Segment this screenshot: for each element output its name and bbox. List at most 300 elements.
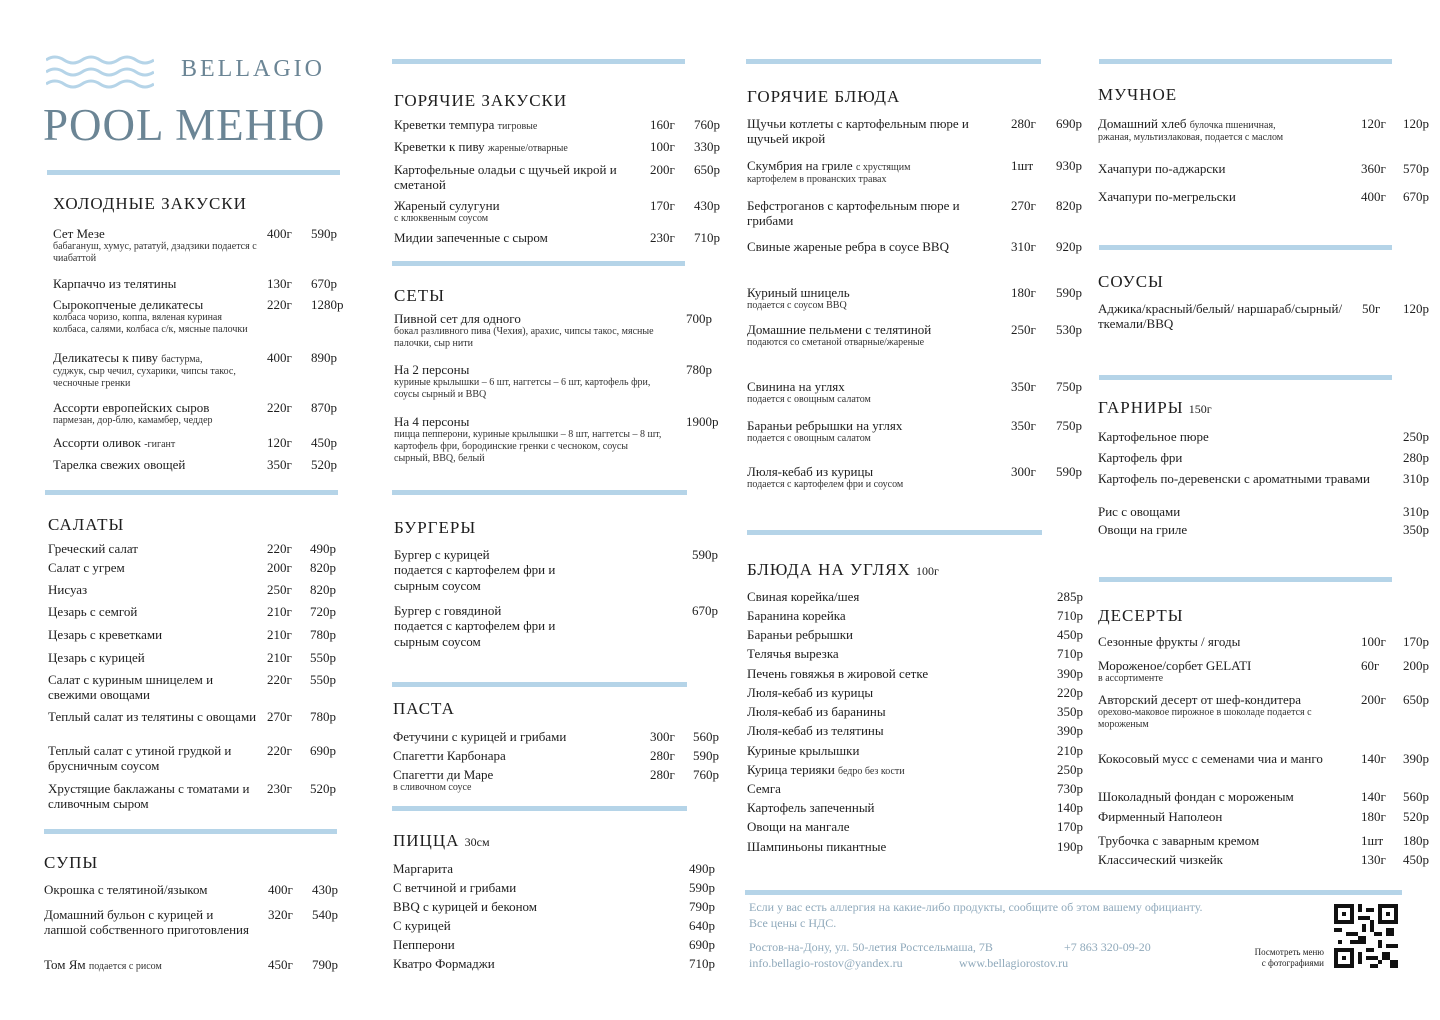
menu-item-price: 760р <box>694 117 720 132</box>
menu-item-weight: 220г <box>267 541 292 556</box>
menu-item-text <box>1098 189 1351 204</box>
menu-item-text <box>1098 833 1351 848</box>
menu-item-price: 890р <box>311 350 337 365</box>
menu-item-price: 550р <box>310 650 336 665</box>
menu-item-text <box>1098 471 1383 486</box>
menu-item <box>53 276 351 291</box>
menu-item-text <box>393 880 669 895</box>
menu-item <box>394 547 732 594</box>
menu-item-weight: 280г <box>650 767 675 782</box>
menu-item-price: 390р <box>1057 723 1083 738</box>
hot-dishes-divider <box>746 59 1041 64</box>
menu-item-note-inline: тигровые <box>497 121 538 132</box>
menu-item <box>394 162 734 192</box>
menu-item <box>747 589 1097 604</box>
menu-item-weight: 400г <box>268 882 293 897</box>
menu-item-text <box>394 198 640 225</box>
menu-item <box>1098 189 1440 204</box>
menu-item-name: Люля-кебаб из баранины <box>747 704 886 719</box>
menu-item <box>747 743 1097 758</box>
menu-item-name: Свинина на углях <box>747 379 845 394</box>
menu-item-weight: 280г <box>650 748 675 763</box>
menu-item-name: Греческий салат <box>48 541 138 556</box>
menu-item-weight: 180г <box>1011 285 1036 300</box>
menu-item-name: Картофельное пюре <box>1098 429 1209 444</box>
qr-code-icon[interactable] <box>1334 904 1398 968</box>
menu-item-name: Том Ям <box>44 957 86 972</box>
menu-item-text <box>1098 658 1351 685</box>
menu-item-text <box>394 139 640 155</box>
menu-item-text <box>48 627 257 642</box>
menu-item-name: Сезонные фрукты / ягоды <box>1098 634 1241 649</box>
menu-item <box>747 819 1097 834</box>
menu-item-price: 210р <box>1057 743 1083 758</box>
menu-item-weight: 140г <box>1361 751 1386 766</box>
menu-item-weight: 220г <box>267 743 292 758</box>
menu-item <box>747 723 1097 738</box>
menu-item-price: 820р <box>1056 198 1082 213</box>
qr-caption <box>1232 947 1324 969</box>
menu-item-weight: 170г <box>650 198 675 213</box>
menu-item-name: BBQ с курицей и беконом <box>393 899 538 914</box>
menu-item <box>394 139 734 155</box>
menu-item <box>53 435 351 451</box>
menu-item-text <box>747 158 1001 186</box>
menu-item <box>48 650 350 665</box>
menu-item-price: 870р <box>311 400 337 415</box>
menu-item-text <box>48 709 257 724</box>
menu-item-name: Маргарита <box>393 861 453 876</box>
menu-item <box>393 861 729 876</box>
menu-item-name: Мидии запеченные с сыром <box>394 230 548 245</box>
website-link[interactable]: www.bellagiorostov.ru <box>959 956 1069 970</box>
menu-item <box>393 937 729 952</box>
menu-item-price: 285р <box>1057 589 1083 604</box>
menu-item-note: куриные крылышки – 6 шт, наггетсы – 6 шт, картофель фри, соусы сырный и BBQ <box>394 377 651 400</box>
menu-item-weight: 1шт <box>1361 833 1384 848</box>
soups-title <box>44 854 98 871</box>
menu-item <box>747 285 1096 312</box>
menu-item-name: Классический чизкейк <box>1098 852 1223 867</box>
menu-item-name: Салат с угрем <box>48 560 125 575</box>
menu-item-name: Шоколадный фондан с мороженым <box>1098 789 1294 804</box>
menu-item-name: Бургер с говядиной <box>394 603 502 618</box>
section-title-text: ГОРЯЧИЕ ЗАКУСКИ <box>394 91 568 110</box>
pasta-title <box>393 700 455 717</box>
menu-item-name: Кватро Формаджи <box>393 956 495 971</box>
menu-item <box>747 627 1097 642</box>
menu-item-weight: 230г <box>650 230 675 245</box>
menu-item-text <box>747 322 1001 349</box>
menu-item-price: 530р <box>1056 322 1082 337</box>
menu-item-price: 350р <box>1403 522 1429 537</box>
sauces-title <box>1098 273 1164 290</box>
menu-item-weight: 230г <box>267 781 292 796</box>
menu-item <box>393 956 729 971</box>
menu-item-note: суджук, сыр чечил, сухарики, чипсы такос, чесночные гренки <box>53 366 236 389</box>
menu-item <box>48 560 350 575</box>
menu-item-name: Домашний хлеб <box>1098 116 1187 131</box>
menu-item-price: 170р <box>1403 634 1429 649</box>
brand-name: BELLAGIO <box>181 56 325 82</box>
menu-item-price: 710р <box>1057 646 1083 661</box>
menu-item <box>53 400 351 427</box>
menu-item <box>747 198 1096 228</box>
menu-item-name: Щучьи котлеты с картофельным пюре и щучьей икрой <box>747 116 969 146</box>
menu-item-price: 650р <box>694 162 720 177</box>
menu-item-price: 670р <box>1403 189 1429 204</box>
menu-item-note: бабагануш, хумус, рататуй, дзадзики подается с чиабаттой <box>53 241 257 264</box>
menu-item-text <box>394 547 672 594</box>
menu-item-note: подается с овощным салатом <box>747 433 871 444</box>
menu-item-price: 570р <box>1403 161 1429 176</box>
menu-item-weight: 300г <box>650 729 675 744</box>
menu-item-text <box>53 457 257 472</box>
menu-item-note: подается с соусом BBQ <box>747 300 847 311</box>
menu-item-name: Печень говяжья в жировой сетке <box>747 666 929 681</box>
menu-item-name: Пепперони <box>393 937 455 952</box>
menu-item-name: Ассорти оливок <box>53 435 141 450</box>
menu-item-weight: 310г <box>1011 239 1036 254</box>
menu-item-price: 310р <box>1403 471 1429 486</box>
footer-divider <box>745 890 1402 895</box>
menu-item <box>747 418 1096 445</box>
section-subtitle: 30см <box>464 835 490 849</box>
menu-item-note: ржаная, мультизлаковая, подается с маслом <box>1098 132 1284 143</box>
menu-item-price: 250р <box>1057 762 1083 777</box>
menu-item-text <box>1098 751 1351 766</box>
menu-item-weight: 450г <box>268 957 293 972</box>
menu-item-note: в сливочном соусе <box>393 782 472 793</box>
menu-item-text <box>747 685 1037 700</box>
menu-item-name: Бургер с курицей <box>394 547 490 562</box>
menu-item-name: Скумбрия на гриле <box>747 158 853 173</box>
phone: +7 863 320-09-20 <box>1064 940 1151 954</box>
sides-divider <box>1099 375 1392 380</box>
sets-divider <box>392 261 685 266</box>
menu-item-weight: 100г <box>1361 634 1386 649</box>
menu-item-weight: 210г <box>267 627 292 642</box>
menu-item <box>48 582 350 597</box>
menu-item-text <box>747 418 1001 445</box>
menu-item-price: 560р <box>1403 789 1429 804</box>
menu-item-name: Тарелка свежих овощей <box>53 457 186 472</box>
menu-item-note-inline: бедро без кости <box>838 766 905 777</box>
menu-item-price: 650р <box>1403 692 1429 707</box>
menu-item <box>747 239 1096 254</box>
section-title-text: БУРГЕРЫ <box>394 518 477 537</box>
menu-item <box>1098 116 1440 144</box>
menu-item-text <box>747 819 1037 834</box>
menu-item-text <box>394 230 640 245</box>
menu-item <box>394 362 726 401</box>
menu-item-text <box>747 608 1037 623</box>
menu-item-text <box>747 198 1001 228</box>
menu-item-name: Карпаччо из телятины <box>53 276 177 291</box>
menu-item-price: 590р <box>1056 464 1082 479</box>
menu-item-text <box>394 362 666 401</box>
menu-item-name: Спагетти ди Маре <box>393 767 494 782</box>
menu-item <box>44 882 352 897</box>
menu-item-price: 640р <box>689 918 715 933</box>
menu-item-name: Бараньи ребрышки <box>747 627 853 642</box>
menu-item-name: Теплый салат из телятины с овощами <box>48 709 257 724</box>
pasta-divider <box>392 682 687 687</box>
menu-item-text <box>394 414 666 465</box>
menu-item <box>394 230 734 245</box>
menu-item-price: 780р <box>310 627 336 642</box>
menu-item-text <box>48 604 257 619</box>
section-title-text: ГАРНИРЫ <box>1098 398 1184 417</box>
hot-snacks-divider <box>392 59 685 64</box>
menu-item-price: 330р <box>694 139 720 154</box>
menu-item-name: Аджика/красный/белый/ наршараб/сырный/ткемали/BBQ <box>1098 301 1343 331</box>
menu-item-text <box>747 627 1037 642</box>
menu-item-text <box>53 276 257 291</box>
menu-item-name: Картофель по-деревенски с ароматными травами <box>1098 471 1370 486</box>
menu-item-price: 590р <box>689 880 715 895</box>
menu-item <box>393 748 733 763</box>
menu-item <box>53 350 351 390</box>
menu-item-note: пармезан, дор-блю, камамбер, чеддер <box>53 415 213 426</box>
menu-item <box>747 379 1096 406</box>
menu-item-name: Салат с куриным шницелем и свежими овощами <box>48 672 214 702</box>
menu-item-price: 750р <box>1056 418 1082 433</box>
menu-item-text <box>53 226 257 265</box>
menu-item-name: Картофель фри <box>1098 450 1183 465</box>
menu-item-weight: 180г <box>1361 809 1386 824</box>
menu-item-name: Овощи на мангале <box>747 819 850 834</box>
menu-item-name: Трубочка с заварным кремом <box>1098 833 1260 848</box>
menu-item-text <box>747 762 1037 778</box>
soups-divider <box>44 829 337 834</box>
menu-item-price: 490р <box>310 541 336 556</box>
menu-item-price: 590р <box>693 748 719 763</box>
menu-item <box>1098 852 1440 867</box>
hot-snacks-title <box>394 92 567 109</box>
menu-item-text <box>394 603 672 650</box>
menu-item-price: 1280р <box>311 297 344 312</box>
menu-item-text <box>48 541 257 556</box>
menu-item-name: Цезарь с креветками <box>48 627 163 642</box>
menu-item-text <box>1098 692 1351 731</box>
menu-item-name: Жареный сулугуни <box>394 198 500 213</box>
menu-item <box>747 666 1097 681</box>
menu-item-weight: 350г <box>1011 418 1036 433</box>
menu-item <box>1098 809 1440 824</box>
menu-item-price: 760р <box>693 767 719 782</box>
menu-item-name: Авторский десерт от шеф-кондитера <box>1098 692 1301 707</box>
menu-item <box>394 117 734 133</box>
menu-item-weight: 120г <box>267 435 292 450</box>
salads-title <box>48 516 124 533</box>
menu-item-price: 690р <box>689 937 715 952</box>
section-title-text: СЕТЫ <box>394 286 445 305</box>
menu-item-text <box>394 117 640 133</box>
menu-item-name: Бараньи ребрышки на углях <box>747 418 903 433</box>
menu-item <box>48 709 350 724</box>
menu-item-text <box>747 646 1037 661</box>
menu-item-price: 390р <box>1057 666 1083 681</box>
menu-item-name: Люля-кебаб из курицы <box>747 685 874 700</box>
menu-item-weight: 140г <box>1361 789 1386 804</box>
menu-item-text <box>1098 522 1383 537</box>
menu-item-name: Куриные крылышки <box>747 743 860 758</box>
menu-item-price: 710р <box>694 230 720 245</box>
menu-item <box>44 957 352 973</box>
menu-item-name: Цезарь с курицей <box>48 650 145 665</box>
menu-item-text <box>1098 450 1383 465</box>
desserts-divider <box>1099 577 1392 582</box>
menu-item <box>1098 504 1440 519</box>
menu-item-name: Свиные жареные ребра в соусе BBQ <box>747 239 949 254</box>
grill-divider <box>747 530 1042 535</box>
menu-item-weight: 280г <box>1011 116 1036 131</box>
menu-item-text <box>747 239 1001 254</box>
menu-item-name: Креветки к пиву <box>394 139 485 154</box>
menu-item-name: Хрустящие баклажаны с томатами и сливочным сыром <box>48 781 250 811</box>
section-title-text: САЛАТЫ <box>48 515 125 534</box>
menu-item-name: Кокосовый мусс с семенами чиа и манго <box>1098 751 1323 766</box>
menu-item-name: Бефстроганов с картофельным пюре и грибами <box>747 198 960 228</box>
menu-item-weight: 300г <box>1011 464 1036 479</box>
menu-item-text <box>747 589 1037 604</box>
menu-item-weight: 250г <box>267 582 292 597</box>
bakery-divider <box>1099 59 1392 64</box>
menu-item-weight: 160г <box>650 117 675 132</box>
menu-item-price: 730р <box>1057 781 1083 796</box>
menu-item-description: подается с картофелем фри и сырным соусом <box>394 562 556 593</box>
menu-item-text <box>1098 429 1383 444</box>
menu-item-text <box>1098 116 1351 144</box>
menu-item-note: орехово-маковое пирожное в шоколаде подается с мороженым <box>1098 707 1312 730</box>
menu-item-name: Теплый салат с утиной грудкой и брусничным соусом <box>48 743 232 773</box>
menu-item-name: Пивной сет для одного <box>394 311 521 326</box>
salads-divider <box>45 490 338 495</box>
menu-item-name: Курица терияки <box>747 762 835 777</box>
menu-item-note: подается с картофелем фри и соусом <box>747 479 904 490</box>
menu-item-text <box>1098 301 1352 331</box>
menu-item-price: 140р <box>1057 800 1083 815</box>
menu-item-price: 710р <box>689 956 715 971</box>
menu-item-weight: 1шт <box>1011 158 1034 173</box>
menu-item-text <box>48 672 257 702</box>
section-title-text: ДЕСЕРТЫ <box>1098 606 1184 625</box>
menu-item-price: 450р <box>1403 852 1429 867</box>
menu-item-price: 670р <box>311 276 337 291</box>
menu-item-name: Окрошка с телятиной/языком <box>44 882 208 897</box>
menu-item-weight: 200г <box>650 162 675 177</box>
menu-item <box>1098 789 1440 804</box>
menu-item-note: подаются со сметаной отварные/жареные <box>747 337 925 348</box>
menu-item-description: подается с картофелем фри и сырным соусом <box>394 618 556 649</box>
menu-item-name: Овощи на гриле <box>1098 522 1188 537</box>
menu-item-name: Ассорти европейских сыров <box>53 400 210 415</box>
menu-item-text <box>1098 852 1351 867</box>
menu-item-name: Фетучини с курицей и грибами <box>393 729 567 744</box>
menu-item-name: Люля-кебаб из курицы <box>747 464 874 479</box>
menu-item-text <box>747 464 1001 491</box>
menu-item-text <box>53 400 257 427</box>
menu-item-text <box>48 650 257 665</box>
menu-item-name: Куриный шницель <box>747 285 850 300</box>
menu-item-note-inline: с хрустящим <box>855 162 911 173</box>
menu-item-price: 790р <box>312 957 338 972</box>
menu-item-note: пицца пепперони, куриные крылышки – 8 шт, наггетсы – 8 шт, картофель фри, бородинские гренки с чесноком, соусы сырный, BBQ, белый <box>394 429 662 464</box>
section-title-text: ГОРЯЧИЕ БЛЮДА <box>747 87 901 106</box>
menu-item-price: 430р <box>312 882 338 897</box>
menu-item-text <box>747 285 1001 312</box>
menu-item-text <box>48 582 257 597</box>
menu-item-note-inline: -гигант <box>144 439 176 450</box>
menu-item-price: 520р <box>311 457 337 472</box>
qr-caption-line-2: с фотографиями <box>1261 958 1324 968</box>
menu-item-weight: 200г <box>1361 692 1386 707</box>
menu-item-name: Шампиньоны пикантные <box>747 839 887 854</box>
menu-item-text <box>393 861 669 876</box>
menu-item-name: Домашний бульон с курицей и лапшой собственного приготовления <box>44 907 249 937</box>
menu-item <box>48 781 350 811</box>
menu-item-text <box>747 800 1037 815</box>
pizza-divider <box>392 806 687 811</box>
menu-item <box>747 839 1097 854</box>
menu-item-note: с клюквенным соусом <box>394 213 489 224</box>
section-title-text: ПАСТА <box>393 699 455 718</box>
menu-item-name: Свиная корейка/шея <box>747 589 860 604</box>
menu-item <box>53 457 351 472</box>
menu-item <box>393 729 733 744</box>
menu-item-name: Фирменный Наполеон <box>1098 809 1223 824</box>
email-link[interactable]: info.bellagio-rostov@yandex.ru <box>749 956 903 970</box>
menu-item <box>747 704 1097 719</box>
menu-item <box>48 672 350 702</box>
menu-item-price: 710р <box>1057 608 1083 623</box>
menu-item-weight: 220г <box>267 672 292 687</box>
menu-item-price: 790р <box>689 899 715 914</box>
grill-title <box>747 561 939 578</box>
menu-item-text <box>44 907 258 937</box>
menu-item-text <box>1098 161 1351 176</box>
menu-item-weight: 100г <box>650 139 675 154</box>
pizza-title <box>393 832 490 849</box>
menu-item <box>48 627 350 642</box>
menu-item-text <box>53 297 257 336</box>
menu-item-price: 1900р <box>686 414 719 429</box>
menu-item-weight: 270г <box>1011 198 1036 213</box>
menu-item-price: 590р <box>692 547 718 562</box>
section-title-text: СУПЫ <box>44 853 99 872</box>
menu-item-weight: 220г <box>267 297 292 312</box>
menu-item-name: Сырокопченые деликатесы <box>53 297 204 312</box>
menu-item-name: С курицей <box>393 918 451 933</box>
menu-item-price: 780р <box>310 709 336 724</box>
menu-item-name: Деликатесы к пиву <box>53 350 158 365</box>
menu-item <box>1098 450 1440 465</box>
menu-item-weight: 130г <box>1361 852 1386 867</box>
menu-item-price: 550р <box>310 672 336 687</box>
menu-item-note: подается с овощным салатом <box>747 394 871 405</box>
menu-item-name: Спагетти Карбонара <box>393 748 506 763</box>
menu-item-weight: 50г <box>1362 301 1381 316</box>
menu-item <box>1098 301 1440 331</box>
sides-title <box>1098 399 1212 416</box>
menu-item-text <box>48 560 257 575</box>
menu-item-text <box>53 350 257 390</box>
menu-item-name: Хачапури по-аджарски <box>1098 161 1226 176</box>
menu-item-text <box>747 666 1037 681</box>
menu-item-price: 490р <box>689 861 715 876</box>
menu-item <box>1098 429 1440 444</box>
